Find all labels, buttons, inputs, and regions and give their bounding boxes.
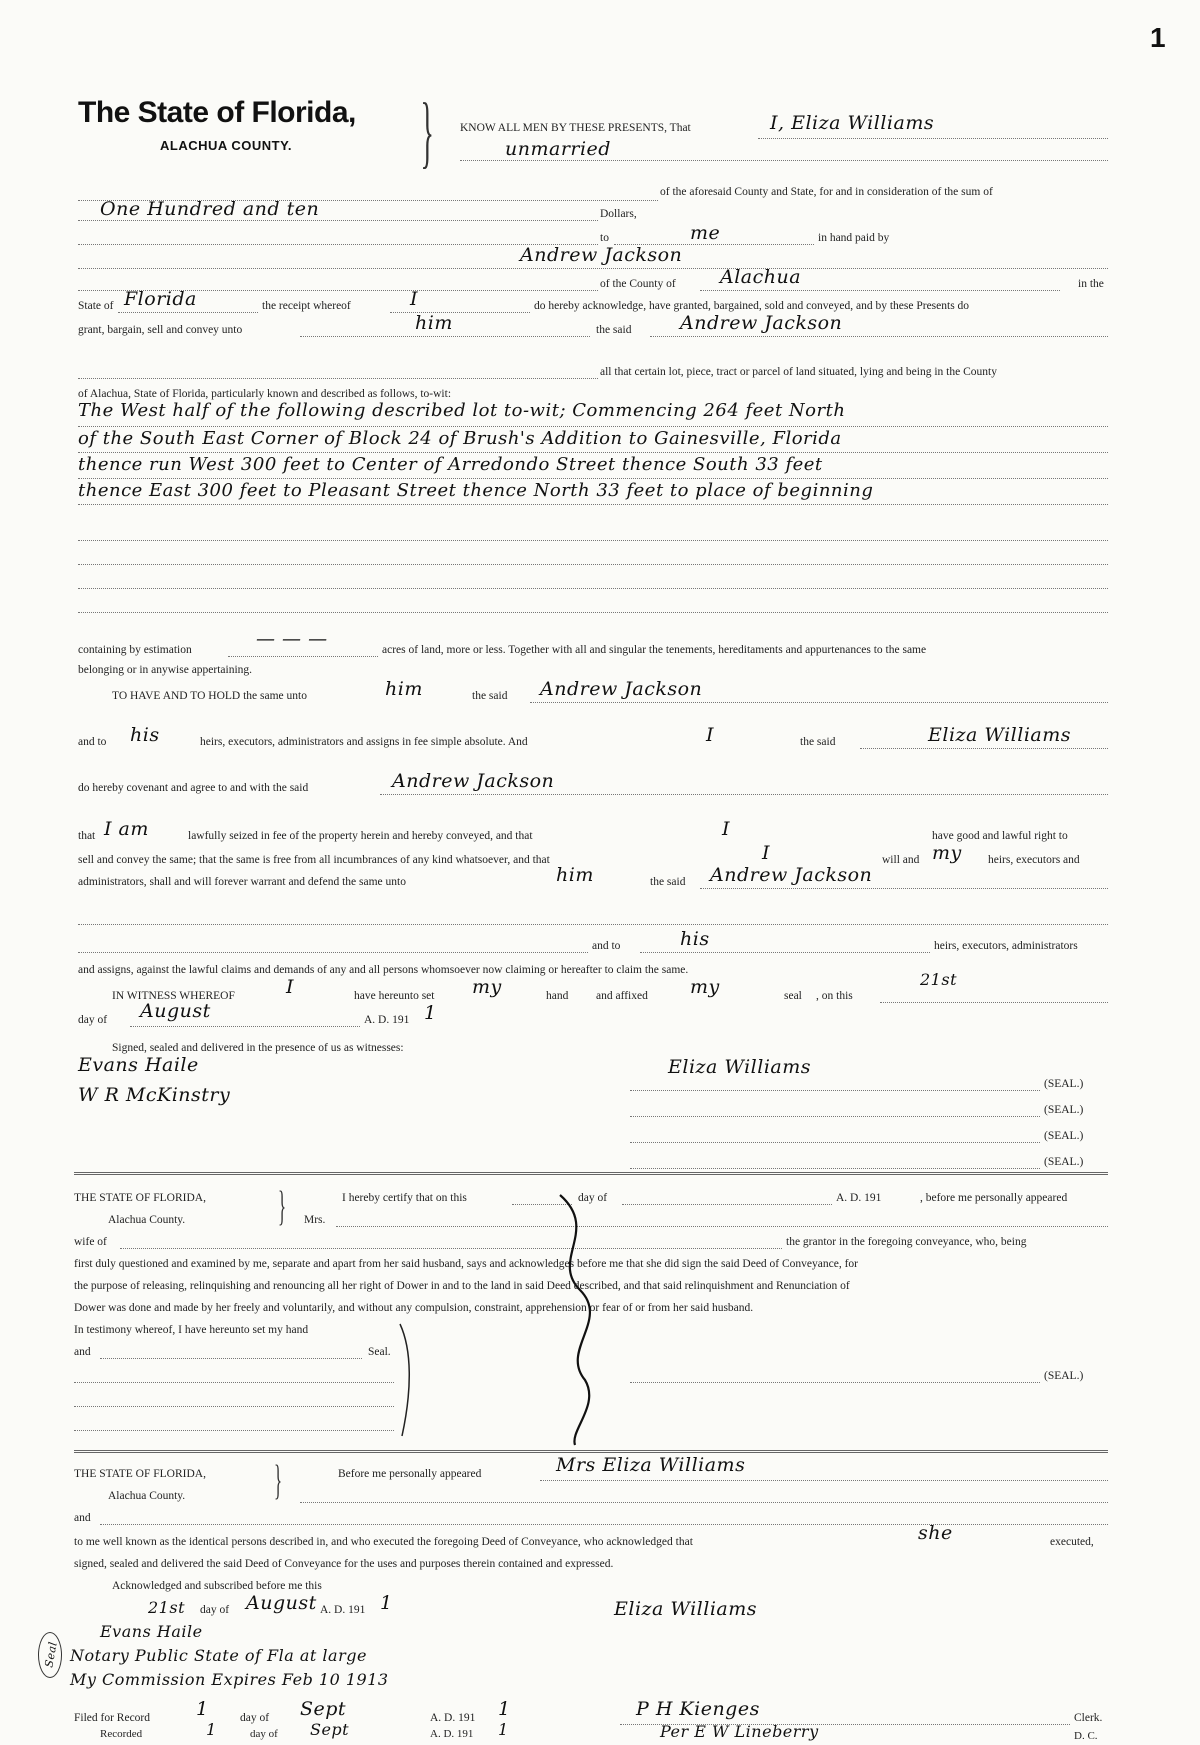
dotted-line: [650, 336, 1108, 337]
alachua-text: of Alachua, State of Florida, particularly known and described as follows, to-wit:: [78, 388, 452, 400]
ack-year: 1: [380, 1592, 393, 1614]
admin-text: administrators, shall and will forever warrant and defend the same unto: [78, 876, 406, 888]
dotted-line: [540, 1480, 1108, 1481]
dower-brace: }: [278, 1184, 287, 1230]
dotted-line: [130, 1026, 360, 1027]
know-all-men: KNOW ALL MEN BY THESE PRESENTS, That: [460, 122, 691, 134]
state-label: State of: [78, 300, 114, 312]
seized-text: lawfully seized in fee of the property herein and hereby conveyed, and that: [188, 830, 533, 842]
dotted-line: [78, 220, 598, 221]
dotted-line: [640, 952, 930, 953]
recorded-month: Sept: [310, 1720, 350, 1739]
recorded-year: 1: [498, 1720, 509, 1739]
day-value: 21st: [920, 970, 957, 989]
dotted-line: [78, 478, 1108, 479]
clerk-label: Clerk.: [1074, 1712, 1103, 1724]
strike-through-scribble: [540, 1190, 620, 1450]
dower-seal-sig: (SEAL.): [1044, 1370, 1084, 1382]
dotted-line: [78, 952, 588, 953]
ack-before: Before me personally appeared: [338, 1468, 482, 1480]
state-name: Florida: [124, 288, 197, 310]
seal-label: (SEAL.): [1044, 1130, 1084, 1142]
dotted-line: [100, 1524, 1108, 1525]
state-title: The State of Florida,: [78, 96, 356, 129]
ack-brace: }: [274, 1458, 283, 1504]
clerk-signature: P H Kienges: [636, 1698, 760, 1720]
dower-mrs: Mrs.: [304, 1214, 326, 1226]
dotted-line: [78, 540, 1108, 541]
header-brace: }: [420, 88, 434, 176]
dotted-line: [74, 1430, 394, 1431]
filed-day: 1: [196, 1698, 209, 1720]
my-hand-value: my: [472, 976, 502, 998]
that-value: I am: [104, 818, 149, 840]
ack-acknowledged: Acknowledged and subscribed before me this: [112, 1580, 322, 1592]
in-hand-paid: in hand paid by: [818, 232, 890, 244]
dotted-line: [118, 312, 258, 313]
dower-wife-of: wife of: [74, 1236, 107, 1248]
that-label: that: [78, 830, 96, 842]
the-said: the said: [650, 876, 686, 888]
lot-text: all that certain lot, piece, tract or parcel of land situated, lying and being in the County: [600, 366, 997, 378]
dower-line-3: Dower was done and made by her freely and voluntarily, and without any compulsion, constraint, apprehension or fear of or from her said husband.: [74, 1302, 754, 1314]
recorded-ad: A. D. 191: [430, 1728, 474, 1740]
heirs-exec: heirs, executors and: [988, 854, 1080, 866]
and-to-label-2: and to: [592, 940, 621, 952]
dotted-line: [78, 504, 1108, 505]
seal-label: (SEAL.): [1044, 1104, 1084, 1116]
hand-text: hand: [546, 990, 569, 1002]
right-text: have good and lawful right to: [932, 830, 1068, 842]
dotted-line: [100, 1358, 362, 1359]
ack-day: 21st: [148, 1598, 185, 1617]
dotted-line: [336, 1226, 1108, 1227]
dotted-line: [758, 138, 1108, 139]
description-line: The West half of the following described lot to-wit; Commencing 264 feet North: [78, 400, 846, 421]
payer-name: Andrew Jackson: [520, 244, 683, 266]
to-have-text: TO HAVE AND TO HOLD the same unto: [112, 690, 307, 702]
have-name: Andrew Jackson: [540, 678, 703, 700]
ad-text: A. D. 191: [364, 1014, 410, 1026]
dotted-line: [78, 588, 1108, 589]
my-seal-value: my: [690, 976, 720, 998]
grantee-pronoun: him: [415, 312, 453, 334]
dotted-line: [700, 888, 1108, 889]
dower-county: Alachua County.: [108, 1214, 186, 1226]
dotted-line: [630, 1090, 1040, 1091]
dower-grantor-text: the grantor in the foregoing conveyance, who, being: [786, 1236, 1027, 1248]
filed-ad: A. D. 191: [430, 1712, 476, 1724]
dotted-line: [630, 1382, 1040, 1383]
dotted-line: [390, 312, 530, 313]
deputy-signature: Per E W Lineberry: [660, 1722, 819, 1741]
admin-name: Andrew Jackson: [710, 864, 873, 886]
county-title: ALACHUA COUNTY.: [160, 138, 292, 153]
admin-pronoun: him: [556, 864, 594, 886]
acknowledge-text: do hereby acknowledge, have granted, bargained, sold and conveyed, and by these Presents do: [534, 300, 970, 312]
dotted-line: [530, 702, 1108, 703]
dotted-line: [74, 1382, 394, 1383]
page-number: 1: [1150, 22, 1166, 53]
dotted-line: [700, 290, 1060, 291]
sell-text: sell and convey the same; that the same is free from all incumbrances of any kind whatsoever, and that: [78, 854, 550, 866]
notary-title: Notary Public State of Fla at large: [70, 1646, 367, 1665]
dotted-line: [120, 1248, 782, 1249]
dotted-line: [228, 656, 378, 657]
acres-value: — — —: [256, 628, 328, 650]
of-county-label: of the County of: [600, 278, 676, 290]
notary-commission: My Commission Expires Feb 10 1913: [70, 1670, 389, 1689]
dotted-line: [380, 794, 1108, 795]
dower-and: and: [74, 1346, 91, 1358]
notary-seal-word: Seal: [42, 1640, 60, 1669]
dower-testimony: In testimony whereof, I have hereunto set my hand: [74, 1324, 309, 1336]
ack-she: she: [918, 1522, 953, 1544]
ack-day-of: day of: [200, 1604, 230, 1616]
ack-appeared: Mrs Eliza Williams: [556, 1454, 746, 1476]
dower-day-of: day of: [578, 1192, 608, 1204]
dower-before: , before me personally appeared: [920, 1192, 1068, 1204]
witness-who: I: [286, 976, 295, 998]
grant-text: grant, bargain, sell and convey unto: [78, 324, 243, 336]
recorded-day-of: day of: [250, 1728, 278, 1740]
dotted-line: [78, 426, 1108, 427]
ack-executed: executed,: [1050, 1536, 1094, 1548]
sell-value: I: [762, 842, 771, 864]
ack-signature: Eliza Williams: [614, 1598, 757, 1620]
marital-status: unmarried: [505, 138, 611, 160]
dotted-line: [78, 924, 1108, 925]
heirs-pronoun: his: [130, 724, 160, 746]
section-divider: [74, 1450, 1108, 1453]
dotted-line: [78, 564, 1108, 565]
bracket-mark: [396, 1320, 416, 1440]
assigns-text: and assigns, against the lawful claims and demands of any and all persons whomsoever now claiming or hereafter to claim the same.: [78, 964, 689, 976]
dotted-line: [74, 1406, 394, 1407]
dotted-line: [78, 268, 1108, 269]
ack-and: and: [74, 1512, 91, 1524]
receipt-label: the receipt whereof: [262, 300, 351, 312]
dotted-line: [78, 612, 1108, 613]
filed-day-of: day of: [240, 1712, 270, 1724]
covenant-name: Andrew Jackson: [392, 770, 555, 792]
affixed-text: and affixed: [596, 990, 648, 1002]
description-line: thence East 300 feet to Pleasant Street thence North 33 feet to place of beginning: [78, 480, 874, 501]
in-the-label: in the: [1078, 278, 1104, 290]
dc-label: D. C.: [1074, 1730, 1098, 1742]
ack-county: Alachua County.: [108, 1490, 186, 1502]
to-recipient: me: [690, 222, 721, 244]
amount: One Hundred and ten: [100, 198, 320, 220]
filed-month: Sept: [300, 1698, 347, 1720]
county-name: Alachua: [720, 266, 802, 288]
witness-2: W R McKinstry: [78, 1084, 231, 1106]
dower-line-2: the purpose of releasing, relinquishing and renouncing all her right of Dower in and to the land in said Deed described, and that said relinquishment and Renunciation of: [74, 1280, 850, 1292]
covenant-text: do hereby covenant and agree to and with the said: [78, 782, 309, 794]
will-and: will and: [882, 854, 920, 866]
dotted-line: [460, 160, 1108, 161]
witness-whereof: IN WITNESS WHEREOF: [112, 990, 235, 1002]
description-line: thence run West 300 feet to Center of Arredondo Street thence South 33 feet: [78, 454, 823, 475]
dotted-line: [880, 1002, 1108, 1003]
ack-known-text: to me well known as the identical persons described in, and who executed the foregoing Deed of Conveyance, who acknowledged that: [74, 1536, 693, 1548]
hereunto-text: have hereunto set: [354, 990, 435, 1002]
year-value: 1: [424, 1002, 437, 1024]
dotted-line: [630, 1142, 1040, 1143]
dotted-line: [300, 1502, 1108, 1503]
signed-text: Signed, sealed and delivered in the presence of us as witnesses:: [112, 1042, 404, 1054]
dollars-label: Dollars,: [600, 208, 637, 220]
filed-label: Filed for Record: [74, 1712, 151, 1724]
receipt-who: I: [410, 288, 419, 310]
dower-seal-label: Seal.: [368, 1346, 391, 1358]
seal-label: (SEAL.): [1044, 1156, 1084, 1168]
dotted-line: [630, 1168, 1040, 1169]
dotted-line: [300, 336, 590, 337]
dotted-line: [630, 1116, 1040, 1117]
seal-text: seal: [784, 990, 802, 1002]
grantor-signature: Eliza Williams: [668, 1056, 811, 1078]
his-value: his: [680, 928, 710, 950]
dower-state: THE STATE OF FLORIDA,: [74, 1192, 206, 1204]
and-to-label: and to: [78, 736, 107, 748]
month-value: August: [140, 1000, 211, 1022]
the-said: the said: [800, 736, 836, 748]
dower-line-1: first duly questioned and examined by me, separate and apart from her said husband, says and acknowledges before me that she did sign the said Deed of Conveyance, for: [74, 1258, 858, 1270]
recorded-label: Recorded: [100, 1728, 143, 1740]
day-of-label: day of: [78, 1014, 108, 1026]
and-pronoun: I: [706, 724, 715, 746]
ack-ad: A. D. 191: [320, 1604, 366, 1616]
dotted-line: [78, 378, 598, 379]
witness-1: Evans Haile: [78, 1054, 199, 1076]
filed-year: 1: [498, 1698, 511, 1720]
seal-label: (SEAL.): [1044, 1078, 1084, 1090]
containing-label: containing by estimation: [78, 644, 192, 656]
ack-state: THE STATE OF FLORIDA,: [74, 1468, 206, 1480]
notary-name: Evans Haile: [100, 1622, 203, 1641]
grantee-name: Andrew Jackson: [680, 312, 843, 334]
on-this-text: , on this: [816, 990, 853, 1002]
dotted-line: [860, 748, 1108, 749]
dower-ad: A. D. 191: [836, 1192, 882, 1204]
recorded-day: 1: [206, 1720, 217, 1739]
heirs-text: heirs, executors, administrators and assigns in fee simple absolute. And: [200, 736, 528, 748]
have-pronoun: him: [385, 678, 423, 700]
belonging-text: belonging or in anywise appertaining.: [78, 664, 253, 676]
acres-text: acres of land, more or less. Together with all and singular the tenements, hereditaments and appurtenances to the same: [382, 644, 927, 656]
seized-value: I: [722, 818, 731, 840]
heirs-exec-2: heirs, executors, administrators: [934, 940, 1078, 952]
ack-month: August: [246, 1592, 317, 1614]
description-line: of the South East Corner of Block 24 of Brush's Addition to Gainesville, Florida: [78, 428, 842, 449]
to-label: to: [600, 232, 609, 244]
dotted-line: [622, 1204, 832, 1205]
dower-certify: I hereby certify that on this: [342, 1192, 467, 1204]
grantor-name: I, Eliza Williams: [770, 112, 935, 134]
the-said: the said: [596, 324, 632, 336]
my-value: my: [932, 842, 962, 864]
ack-signed-text: signed, sealed and delivered the said Deed of Conveyance for the uses and purposes therein contained and expressed.: [74, 1558, 614, 1570]
aforesaid-text: of the aforesaid County and State, for and in consideration of the sum of: [660, 186, 993, 198]
said-grantor: Eliza Williams: [928, 724, 1071, 746]
dotted-line: [78, 452, 1108, 453]
section-divider: [74, 1172, 1108, 1175]
the-said: the said: [472, 690, 508, 702]
